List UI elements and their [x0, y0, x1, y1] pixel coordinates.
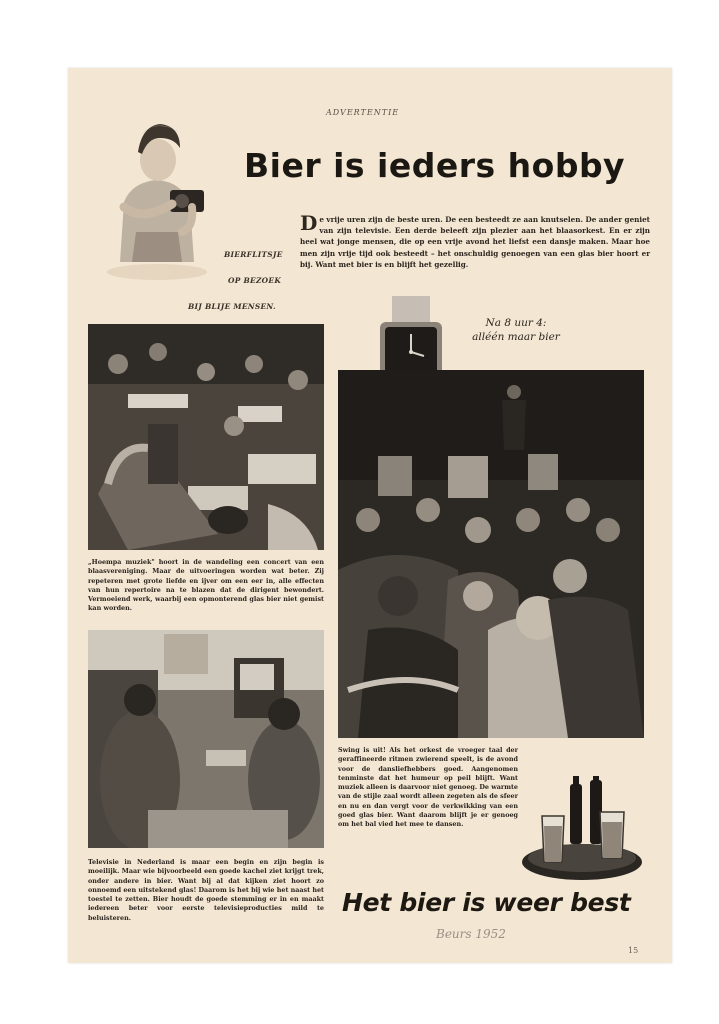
advertisement-label: ADVERTENTIE	[326, 108, 400, 117]
television-caption: Televisie in Nederland is maar een begin en zijn begin is moeilijk. Maar wie bijvoorbeeld een goede kachel ziet krijgt trek, onder andere in bier. Want bij al dat kijken ziet hoort zo onnoemd een uitstekend glas! Daarom is het bij wie het naast het toestel te zetten. Bier houdt de goede stemming er in en maakt iedereen beter voor eerste televisieproducties mild te beluisteren.	[88, 858, 324, 922]
side-caption-line-2: OP BEZOEK	[228, 276, 282, 285]
television-photo	[88, 630, 324, 848]
headline: Bier is ieders hobby	[244, 146, 626, 185]
dance-hall-photo	[338, 370, 644, 738]
brass-band-photo	[88, 324, 324, 550]
side-caption-line-3: BIJ BLIJE MENSEN.	[188, 302, 276, 311]
dance-caption: Swing is uit! Als het orkest de vroeger taal der geraffineerde ritmen zwierend speelt, is de avond voor de dansliefhebbers goed. Aangenomen tenminste dat het humeur op peil blijft. Want muziek alleen is daarvoor niet genoeg. De warmte van de stijle zaal wordt alleen zegeten als de sfeer en nu en dan vergt voor de verkwikking van een goed glas bier. Want daarom blijft je er genoeg om het bal vied het mee te dansen.	[338, 746, 518, 829]
handwritten-annotation: Beurs 1952	[436, 927, 506, 941]
page-number: 15	[628, 946, 639, 955]
watch-caption-line-1: Na 8 uur 4:	[485, 317, 547, 329]
band-caption: „Hoempa muziek" hoort in de wandeling een concert van een blaasvereniging. Maar de uitvoeringen worden wat beter. Zij repeteren met grote liefde en ijver om een eer in, alle effecten van hun repertoire na te blazen dat de dirigent bewondert. Vermoeiend werk, waarbij een opmonterend glas bier niet gemist kan worden.	[88, 558, 324, 613]
woman-photographer-image	[102, 112, 212, 282]
watch-caption-line-2: alléén maar bier	[472, 331, 560, 343]
side-caption-line-1: BIERFLITSJE	[224, 250, 283, 259]
watch-caption	[456, 316, 576, 344]
slogan: Het bier is weer best	[342, 888, 631, 917]
intro-paragraph: De vrije uren zijn de beste uren. De een besteedt ze aan knutselen. De ander geniet van zijn televisie. Een derde beleeft zijn plezier aan het blaasorkest. En er zijn heel wat jonge mensen, die op een vrije avond het liefst een dansje maken. Maar hoe men zijn vrije tijd ook besteedt – het onschuldig genoegen van een glas bier hoort er bij. Want met bier is en blijft het gezellig.	[300, 211, 650, 269]
beer-tray-image	[518, 776, 646, 886]
magazine-page	[68, 68, 672, 963]
